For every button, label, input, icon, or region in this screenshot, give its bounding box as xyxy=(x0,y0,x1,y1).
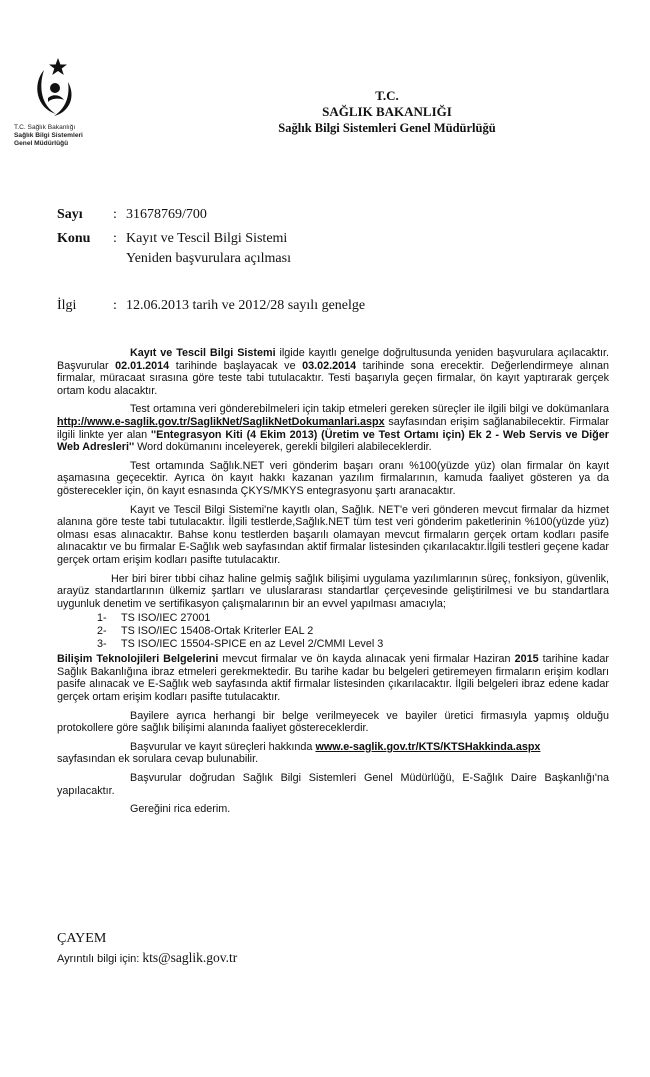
letter-body xyxy=(57,347,609,822)
konu-label: Konu xyxy=(57,231,91,246)
closing-line: Gereğini rica ederim. xyxy=(130,803,231,816)
p8-text-a: Başvurular ve kayıt süreçleri hakkında xyxy=(130,740,316,753)
konu-colon: : xyxy=(113,231,117,246)
p6-certs: Bilişim Teknolojileri Belgelerini xyxy=(57,653,219,666)
list-item-num: 1- xyxy=(97,612,107,625)
p1-text-b: tarihinde başlayacak ve xyxy=(169,359,303,372)
ministry-logo xyxy=(14,56,104,148)
ilgi-value: 12.06.2013 tarih ve 2012/28 sayılı genelge xyxy=(126,298,366,313)
standards-list xyxy=(57,612,609,651)
meta-konu xyxy=(57,230,287,248)
ilgi-label: İlgi xyxy=(57,298,77,313)
kts-about-link[interactable]: www.e-saglik.gov.tr/KTS/KTSHakkinda.aspx xyxy=(315,740,541,753)
meta-sayi xyxy=(57,206,207,224)
paragraph-4: Kayıt ve Tescil Bilgi Sistemi'ne kayıtlı olan, Sağlık. NET'e veri gönderen mevcut firmalar da hizmet alanına göre teste tabi tutulacaktır. İlgili testlerde,Sağlık.NET tüm test veri gönderim paketlerinin %100(yüzde yüz) olması esas alınacaktır. Bahse konu testlerden başarılı olamayan mevcut firmaların gerçek ortam kodları pasife alınacaktır ve bu firmalar E-Sağlık web sayfasından aktif firmalar listesinden çıkarılacaktır.İlgili testleri geçene kadar gerçek ortam erişim kodları pasifte tutulacaktır. xyxy=(57,503,609,566)
header-ministry: SAĞLIK BAKANLIĞI xyxy=(322,104,452,119)
list-item-text: TS ISO/IEC 15504-SPICE en az Level 2/CMMI Level 3 xyxy=(121,638,384,651)
meta-ilgi xyxy=(57,297,365,315)
logo-line-2: Sağlık Bilgi Sistemleri xyxy=(14,132,83,139)
meta-konu-2 xyxy=(126,250,291,268)
list-item-text: TS ISO/IEC 27001 xyxy=(121,612,211,625)
contact-label: Ayrıntılı bilgi için: xyxy=(57,953,143,965)
paragraph-9: Başvurular doğrudan Sağlık Bilgi Sistemleri Genel Müdürlüğü, E-Sağlık Daire Başkanlığı'na yapılacaktır. xyxy=(57,772,609,797)
contact-info xyxy=(57,951,237,966)
letter-header xyxy=(232,88,542,136)
paragraph-3: Test ortamında Sağlık.NET veri gönderim başarı oranı %100(yüzde yüz) olan firmalar ön kayıt aşamasına geçecektir. Ayrıca ön kayıt hakkı kazanan yazılım firmalarının, kamuda faaliyet gösteren ya da gösterecekler için, ön kayıt esnasında ÇKYS/MKYS entegrasyonu şartı aranacaktır. xyxy=(57,459,609,497)
p1-start-date: 02.01.2014 xyxy=(115,359,170,372)
paragraph-5: Her biri birer tıbbi cihaz haline gelmiş sağlık bilişimi uygulama yazılımlarının süreç, fonksiyon, güvenlik, arayüz standartlarının ülkemiz şartları ve uluslararası standartlar çerçevesinde geliştirilmesi ve bu standartlara uygunluk denetim ve sertifikasyon çalışmalarının bir an evvel yapılması amacıyla; xyxy=(57,572,609,610)
ilgi-colon: : xyxy=(113,298,117,313)
contact-email[interactable]: kts@saglik.gov.tr xyxy=(142,950,238,965)
konu-line-2: Yeniden başvurulara açılması xyxy=(126,251,291,266)
signature-name: ÇAYEM xyxy=(57,931,107,946)
p2-text-a: Test ortamına veri gönderebilmeleri için takip etmeleri gereken süreçler ile ilgili bilgi ve dokümanlara xyxy=(130,403,609,416)
konu-line-1: Kayıt ve Tescil Bilgi Sistemi xyxy=(126,231,288,246)
p2-text-c: Word dokümanını inceleyerek, gerekli bilgileri alabileceklerdir. xyxy=(134,441,432,454)
p6-text-a: mevcut firmalar ve ön kayda alınacak yeni firmalar Haziran xyxy=(218,653,515,666)
list-item xyxy=(97,625,609,638)
list-item xyxy=(97,612,609,625)
p1-text-a: ilgide kayıtlı genelge doğrultusunda yeniden başvurulara açılacaktır. Başvurular xyxy=(57,347,609,372)
list-item-text: TS ISO/IEC 15408-Ortak Kriterler EAL 2 xyxy=(121,625,314,638)
logo-line-1: T.C. Sağlık Bakanlığı xyxy=(14,124,76,131)
logo-line-3: Genel Müdürlüğü xyxy=(14,140,69,147)
paragraph-6 xyxy=(57,653,609,703)
p1-end-date: 03.02.2014 xyxy=(302,359,357,372)
list-item-num: 2- xyxy=(97,625,107,638)
list-item-num: 3- xyxy=(97,638,107,651)
sayi-label: Sayı xyxy=(57,207,83,222)
p2-kit-title: ''Entegrasyon Kiti (4 Ekim 2013) (Üretim ve Test Ortamı için) Ek 2 - Web Servis ve Diğer Web Adresleri'' xyxy=(57,428,609,454)
p6-text-b: tarihine kadar Sağlık Bakanlığına ibraz etmeleri gerekmektedir. Bu tarihe kadar bu belgeleri getiremeyen firmaların erişim kodları pasife alınacak ve E-Sağlık web sayfasında aktif firmalar listesinden çıkarılacaktır. İlgili belgeleri ibraz edene kadar gerçek ortam erişim kodları pasifte tutulacaktır. xyxy=(57,653,609,704)
paragraph-2 xyxy=(57,403,609,453)
paragraph-8b: sayfasından ek sorulara cevap bulunabilir. xyxy=(57,753,259,766)
sayi-value: 31678769/700 xyxy=(126,207,207,222)
documents-link[interactable]: http://www.e-saglik.gov.tr/SaglikNet/SaglikNetDokumanlari.aspx xyxy=(57,415,385,428)
header-directorate: Sağlık Bilgi Sistemleri Genel Müdürlüğü xyxy=(278,121,496,135)
p6-year: 2015 xyxy=(514,653,539,666)
ministry-emblem-icon xyxy=(28,56,80,124)
paragraph-1 xyxy=(57,347,609,397)
p1-kts-name: Kayıt ve Tescil Bilgi Sistemi xyxy=(130,347,276,359)
header-tc: T.C. xyxy=(375,88,399,103)
paragraph-8 xyxy=(57,741,609,754)
list-item xyxy=(97,638,609,651)
p2-text-b: sayfasından erişim sağlanabilecektir. Firmalar ilgili linkte yer alan xyxy=(57,415,609,441)
sayi-colon: : xyxy=(113,207,117,222)
p1-text-c: tarihinde sona erecektir. Değerlendirmeye alınan firmalar, müracaat sırasına göre teste tabi tutulacaktır. Testi başarıyla geçen firmalar, ön kayıt yaptırarak gerçek ortam kodu alacaktır. xyxy=(57,359,610,397)
paragraph-7: Bayilere ayrıca herhangi bir belge verilmeyecek ve bayiler üretici firmasıyla yapmış olduğu protokollere göre sağlık bilişimi alanında faaliyet göstereceklerdir. xyxy=(57,709,609,735)
